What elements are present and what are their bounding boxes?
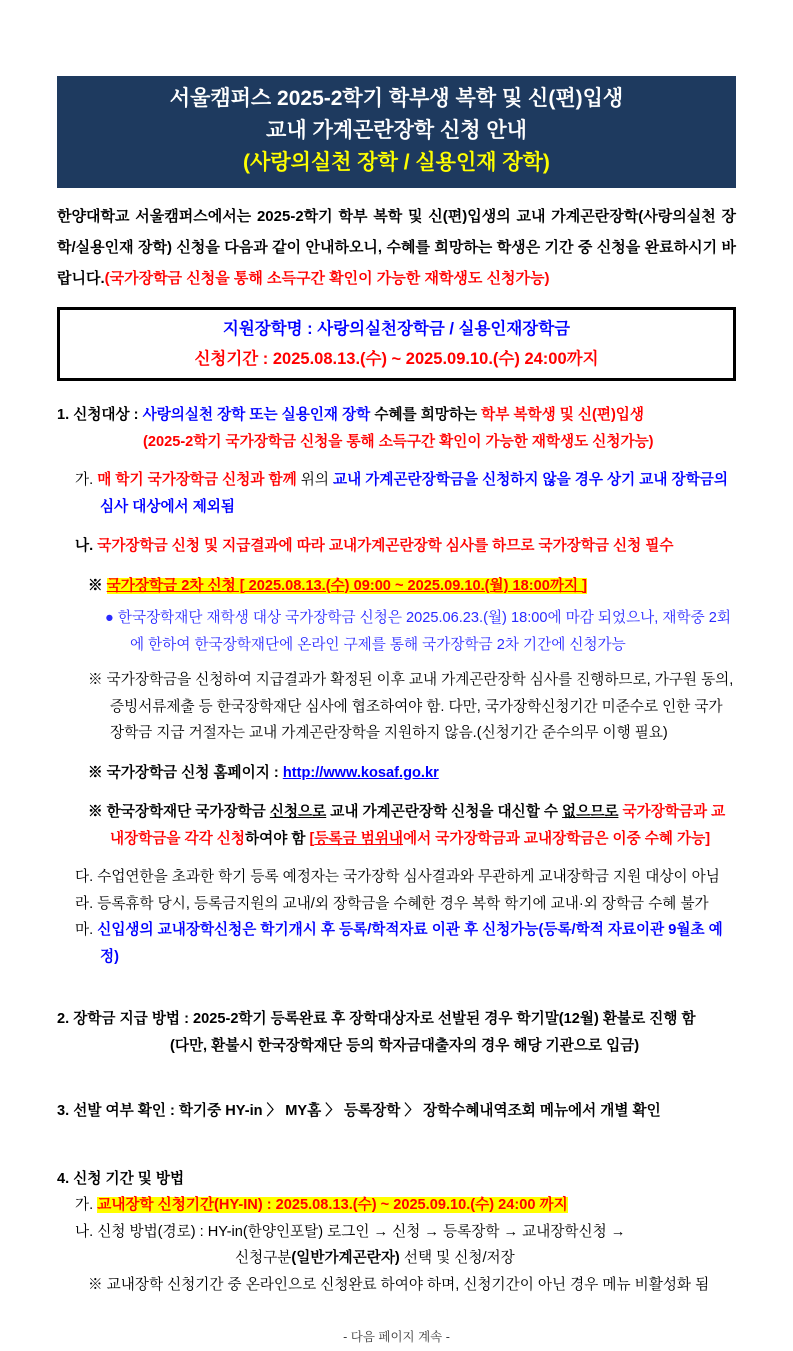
section2-line1: 2. 장학금 지급 방법 : 2025-2학기 등록완료 후 장학대상자로 선발된 경우 학기말(12월) 환불로 진행 함: [57, 1011, 696, 1027]
scholarship-name-line: 지원장학명 : 사랑의실천장학금 / 실용인재장학금: [222, 320, 571, 338]
item-da-text: 수업연한을 초과한 학기 등록 예정자는 국가장학 심사결과와 무관하게 교내장학금 지원 대상이 아님: [97, 869, 720, 885]
section1-title-red: 학부 복학생 및 신(편)입생: [481, 407, 645, 423]
section4-na-line2-bold: (일반가계곤란자): [291, 1250, 400, 1266]
note-screening: [88, 667, 736, 747]
section4-na-line2-pre: 신청구분: [235, 1250, 292, 1266]
section2-line2: (다만, 환불시 한국장학재단 등의 학자금대출자의 경우 해당 기관으로 입금): [170, 1037, 640, 1054]
document-content: [57, 0, 736, 1351]
title-line-1: 서울캠퍼스 2025-2학기 학부생 복학 및 신(편)입생: [169, 87, 624, 110]
item-ga-red: 매 학기 국가장학금 신청과 함께: [97, 472, 301, 488]
title-line-2: 교내 가계곤란장학 신청 안내: [266, 119, 527, 142]
item-ga-blue: 교내 가계곤란장학금을 신청하지 않을 경우 상기 교내 장학금의 심사 대상에서 제외됨: [100, 472, 728, 515]
title-line-3: (사랑의실천 장학 / 실용인재 장학): [243, 151, 550, 174]
intro-text: 한양대학교 서울캠퍼스에서는 2025-2학기 학부 복학 및 신(편)입생의 교내 가계곤란장학(사랑의실천 장학/실용인재 장학) 신청을 다음과 같이 안내하오니, 수혜를 희망하는 학생은 기간 중 신청을 완료하시기 바랍니다.: [57, 208, 736, 287]
note4-red1: 국가장학금과 교내장학금을 각각 신청: [110, 804, 726, 847]
section4-note: [88, 1272, 736, 1299]
bullet-kosaf-note: [105, 605, 736, 658]
note4-black1: 한국장학재단 국가장학금: [106, 804, 270, 820]
bullet-icon: ●: [105, 610, 118, 626]
note4-red2: 에서 국가장학금과 교내장학금은 이중 수혜 가능]: [403, 830, 711, 847]
asterisk-mark: ※: [88, 577, 107, 594]
note-homepage: [88, 760, 736, 787]
note4-black2: 교내 가계곤란장학 신청을 대신할 수: [326, 804, 563, 820]
intro-paragraph: [57, 201, 736, 294]
section4-na-line2: [235, 1245, 736, 1272]
note-round2: [88, 573, 736, 600]
section4-na-label: 나.: [75, 1223, 98, 1240]
note4-red-underline: 등록금 범위내: [314, 830, 404, 847]
note-separate-apply: [88, 799, 736, 852]
notice-box: [57, 307, 736, 381]
section4-note-text: 교내장학 신청기간 중 온라인으로 신청완료 하여야 하며, 신청기간이 아닌 경우 메뉴 비활성화 됨: [106, 1276, 710, 1293]
item-ra-text: 등록휴학 당시, 등록금지원의 교내/외 장학금을 수혜한 경우 복학 학기에 교내·외 장학금 수혜 불가: [97, 895, 709, 912]
homepage-label: 국가장학금 신청 홈페이지 :: [106, 764, 283, 781]
page-footer: - 다음 페이지 계속 -: [343, 1330, 450, 1344]
section4-item-na: [75, 1219, 736, 1246]
section1-title-black: 1. 신청대상 :: [57, 407, 143, 423]
item-na: [75, 533, 736, 560]
asterisk-mark: ※: [88, 764, 107, 781]
round2-highlight-text: 국가장학금 2차 신청 [ 2025.08.13.(수) 09:00 ~ 2025.09.10.(월) 18:00까지 ]: [106, 577, 587, 594]
bullet-kosaf-text: 한국장학재단 재학생 대상 국가장학금 신청은 2025.06.23.(월) 18:00에 마감 되었으나, 재학중 2회에 한하여 한국장학재단에 온라인 구제를 통해 국가장학금 2차 기간에 신청가능: [117, 610, 731, 653]
item-ga-black: 위의: [300, 472, 334, 488]
asterisk-mark: ※: [88, 672, 107, 688]
section4-title: 4. 신청 기간 및 방법: [57, 1170, 185, 1187]
note4-underline2: 없으므로: [562, 804, 619, 820]
intro-red-note: (국가장학금 신청을 통해 소득구간 확인이 가능한 재학생도 신청가능): [104, 270, 550, 287]
note4-black3: 하여야 함: [245, 830, 310, 847]
asterisk-mark: ※: [88, 1276, 107, 1293]
title-banner: [57, 76, 736, 188]
item-na-red: 국가장학금 신청 및 지급결과에 따라 교내가계곤란장학 심사를 하므로 국가장학금 신청 필수: [97, 538, 674, 554]
item-ra: [75, 891, 736, 918]
section4-ga-label: 가.: [75, 1197, 98, 1213]
section1-title: [57, 402, 736, 429]
note4-bracket: [: [309, 830, 315, 847]
document-body: [57, 402, 736, 1351]
section1-title-black2: 수혜를 희망하는: [374, 407, 482, 423]
kosaf-link[interactable]: http://www.kosaf.go.kr: [282, 764, 439, 781]
section1-title-blue: 사랑의실천 장학 또는 실용인재 장학: [142, 407, 375, 423]
section4-na-line1: 신청 방법(경로) : HY-in(한양인포탈) 로그인 → 신청 → 등록장학 → 교내장학신청 →: [97, 1223, 626, 1240]
item-ma: [75, 917, 736, 970]
section3-line: 3. 선발 여부 확인 : 학기중 HY-in 〉 MY홈 〉 등록장학 〉 장학수혜내역조회 메뉴에서 개별 확인: [57, 1103, 661, 1119]
item-ra-label: 라.: [75, 895, 98, 912]
item-ma-blue: 신입생의 교내장학신청은 학기개시 후 등록/학적자료 이관 후 신청가능(등록/학적 자료이관 9월초 예정): [97, 922, 723, 965]
item-da-label: 다.: [75, 869, 98, 885]
asterisk-mark: ※: [88, 804, 107, 820]
section1-title-line2: (2025-2학기 국가장학금 신청을 통해 소득구간 확인이 가능한 재학생도 신청가능): [143, 433, 654, 450]
note-screening-text: 국가장학금을 신청하여 지급결과가 확정된 이후 교내 가계곤란장학 심사를 진행하므로, 가구원 동의, 증빙서류제출 등 한국장학재단 심사에 협조하여야 함. 다만, 국가장학신청기간 미준수로 인한 국가장학금 지급 거절자는 교내 가계곤란장학을 지원하지 않음.(신청기간 준수의무 이행 필요): [106, 672, 734, 741]
section4-item-ga: [75, 1192, 736, 1219]
section4-ga-highlight: 교내장학 신청기간(HY-IN) : 2025.08.13.(수) ~ 2025.09.10.(수) 24:00 까지: [97, 1197, 568, 1213]
item-ga-label: 가.: [75, 472, 98, 488]
item-ga: [75, 467, 736, 520]
item-da: [75, 864, 736, 891]
note4-underline1: 신청으로: [269, 804, 327, 820]
apply-period-line: 신청기간 : 2025.08.13.(수) ~ 2025.09.10.(수) 24:00까지: [194, 350, 599, 368]
section4-na-line2-post: 선택 및 신청/저장: [399, 1250, 515, 1266]
item-ma-label: 마.: [75, 922, 98, 938]
item-na-label: 나.: [75, 538, 98, 554]
